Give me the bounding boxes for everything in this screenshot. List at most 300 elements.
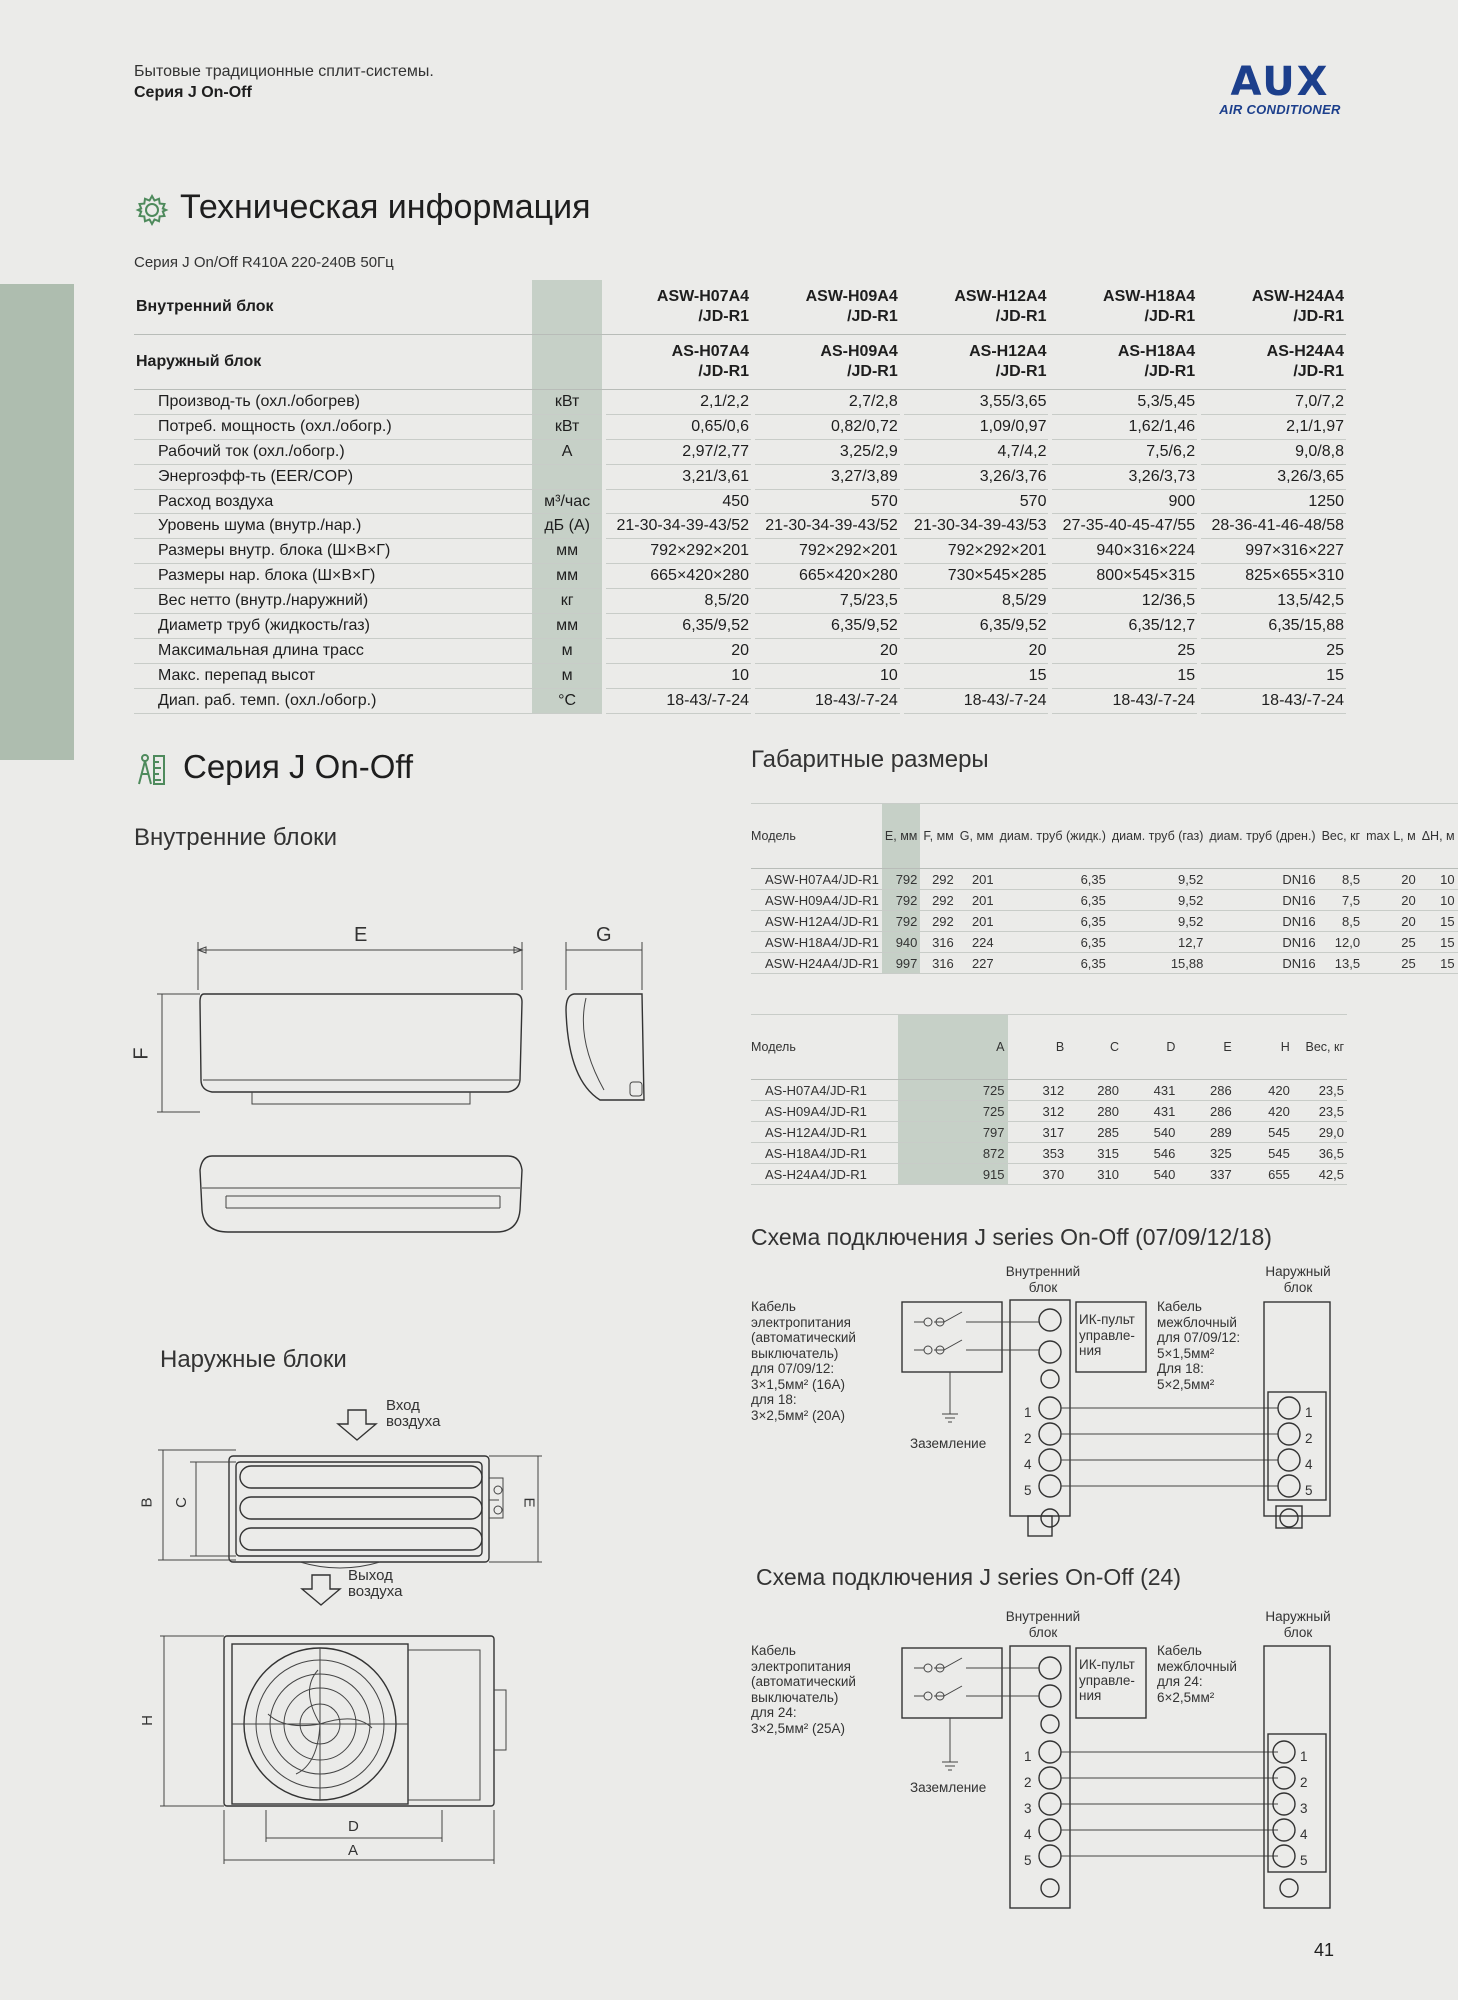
spec-param: Диап. раб. темп. (охл./обогр.) — [134, 688, 532, 713]
spec-value: 8,5/20 — [606, 589, 751, 614]
dim-cell: 8,5 — [1319, 869, 1364, 890]
spec-value: 3,26/3,65 — [1201, 464, 1346, 489]
spec-value: 21-30-34-39-43/53 — [904, 514, 1049, 539]
dim-cell: 312 — [1008, 1101, 1068, 1122]
spec-value: 13,5/42,5 — [1201, 589, 1346, 614]
spec-value: 7,0/7,2 — [1201, 390, 1346, 415]
dim-cell: 15 — [1419, 953, 1458, 974]
dim-header-cell: max L, м — [1363, 804, 1419, 869]
dim-cell: 6,35 — [997, 890, 1109, 911]
text-line: 6×2,5мм² — [1157, 1689, 1215, 1705]
dim-cell: 6,35 — [997, 869, 1109, 890]
dim-label-h: H — [138, 1715, 156, 1726]
dim-cell: ASW-H09A4/JD-R1 — [751, 890, 882, 911]
spec-value: 25 — [1052, 638, 1197, 663]
model-suffix: /JD-R1 — [847, 363, 898, 380]
spec-value: 3,21/3,61 — [606, 464, 751, 489]
dim-cell: 227 — [957, 953, 997, 974]
text-line: 5 — [1024, 1483, 1032, 1498]
dim-cell: 20 — [1363, 869, 1419, 890]
dim-cell: 25 — [1363, 932, 1419, 953]
model-name: AS-H07A4 — [671, 343, 750, 360]
spec-param: Размеры внутр. блока (Ш×В×Г) — [134, 539, 532, 564]
dim-cell: 20 — [1363, 890, 1419, 911]
dim-cell: 15,88 — [1109, 953, 1206, 974]
dim-header-cell: Модель — [751, 1015, 898, 1080]
spec-value: 792×292×201 — [755, 539, 900, 564]
spec-param: Расход воздуха — [134, 489, 532, 514]
model-name: AS-H12A4 — [969, 343, 1047, 360]
indoor-unit-front-drawing — [157, 942, 522, 1112]
dim-header-cell: ΔH, м — [1419, 804, 1458, 869]
text-line: 4 — [1305, 1457, 1313, 1472]
text-line: 2 — [1300, 1775, 1308, 1790]
dim-header-cell: Вес, кг — [1319, 804, 1364, 869]
text-line: 1 — [1024, 1405, 1032, 1420]
dim-cell: DN16 — [1206, 953, 1318, 974]
spec-value: 570 — [904, 489, 1049, 514]
wiring2-remote-label — [1079, 1657, 1135, 1704]
spec-unit: кВт — [532, 414, 602, 439]
spec-param: Потреб. мощность (охл./обогр.) — [134, 414, 532, 439]
dim-cell: 42,5 — [1293, 1164, 1347, 1185]
model-suffix: /JD-R1 — [698, 363, 750, 380]
text-line: 5 — [1024, 1853, 1032, 1868]
dim-header-cell: диам. труб (дрен.) — [1206, 804, 1318, 869]
dim-cell: 792 — [882, 869, 920, 890]
dim-cell: 280 — [1067, 1101, 1122, 1122]
dim-header-cell: H — [1235, 1015, 1293, 1080]
dim-cell: 797 — [898, 1122, 1008, 1143]
text-line: Кабель — [751, 1643, 796, 1658]
dim-cell: 337 — [1178, 1164, 1234, 1185]
text-line: выключатель) — [751, 1345, 839, 1361]
text-line: 5×1,5мм² — [1157, 1345, 1215, 1361]
dim-cell: 10 — [1419, 890, 1458, 911]
dim-header-cell: Модель — [751, 804, 882, 869]
text-line: 4 — [1024, 1457, 1032, 1472]
tech-caption: Серия J On/Off R410A 220-240В 50Гц — [134, 254, 394, 271]
dim-cell: AS-H12A4/JD-R1 — [751, 1122, 898, 1143]
dim-cell: 285 — [1067, 1122, 1122, 1143]
dim-cell: 23,5 — [1293, 1101, 1347, 1122]
dim-cell: DN16 — [1206, 932, 1318, 953]
spec-value: 15 — [1052, 663, 1197, 688]
model-suffix: /JD-R1 — [1144, 363, 1196, 380]
dim-cell: 792 — [882, 890, 920, 911]
text-line: ния — [1079, 1688, 1102, 1703]
spec-value: 12/36,5 — [1052, 589, 1197, 614]
tech-title: Техническая информация — [180, 188, 591, 226]
model-suffix: /JD-R1 — [1293, 308, 1344, 325]
dim-cell: 792 — [882, 911, 920, 932]
wiring1-link-cable-label — [1157, 1299, 1240, 1392]
text-line: 1 — [1024, 1749, 1032, 1764]
dim-cell: ASW-H18A4/JD-R1 — [751, 932, 882, 953]
spec-param: Максимальная длина трасс — [134, 638, 532, 663]
dim-header-cell: E, мм — [882, 804, 920, 869]
dim-cell: 915 — [898, 1164, 1008, 1185]
spec-value: 1,09/0,97 — [904, 414, 1049, 439]
text-line: Кабель — [1157, 1643, 1202, 1658]
model-name: ASW-H18A4 — [1103, 288, 1196, 305]
spec-value: 3,26/3,73 — [1052, 464, 1197, 489]
spec-value: 20 — [755, 638, 900, 663]
spec-value: 6,35/9,52 — [755, 614, 900, 639]
dim-cell: AS-H18A4/JD-R1 — [751, 1143, 898, 1164]
model-suffix: /JD-R1 — [995, 363, 1047, 380]
spec-unit: м — [532, 663, 602, 688]
text-line: управле- — [1079, 1327, 1135, 1343]
dim-cell: 370 — [1008, 1164, 1068, 1185]
dim-cell: 353 — [1008, 1143, 1068, 1164]
dim-cell: 545 — [1235, 1143, 1293, 1164]
dim-label-g: G — [596, 924, 612, 946]
dim-cell: AS-H24A4/JD-R1 — [751, 1164, 898, 1185]
wiring1-remote-label — [1079, 1312, 1135, 1359]
dim-cell: 872 — [898, 1143, 1008, 1164]
spec-value: 800×545×315 — [1052, 564, 1197, 589]
spec-head-label: Внутренний блок — [134, 280, 532, 335]
text-line: электропитания — [751, 1314, 851, 1330]
text-line: для 07/09/12: — [751, 1361, 835, 1376]
dim-cell: 292 — [920, 911, 956, 932]
spec-value: 2,1/2,2 — [606, 390, 751, 415]
text-line: управле- — [1079, 1672, 1135, 1688]
dim-cell: 280 — [1067, 1080, 1122, 1101]
model-name: AS-H24A4 — [1266, 343, 1344, 360]
text-line: межблочный — [1157, 1658, 1237, 1674]
text-line: ИК-пульт — [1079, 1312, 1135, 1327]
dim-cell: 9,52 — [1109, 890, 1206, 911]
text-line: 2 — [1024, 1775, 1032, 1790]
spec-value: 21-30-34-39-43/52 — [755, 514, 900, 539]
spec-unit: мм — [532, 564, 602, 589]
spec-unit: °C — [532, 688, 602, 713]
dim-cell: 545 — [1235, 1122, 1293, 1143]
dim-cell: 13,5 — [1319, 953, 1364, 974]
dim-cell: 431 — [1122, 1101, 1178, 1122]
logo-sub-text: AIR CONDITIONER — [1219, 102, 1341, 117]
spec-value: 15 — [904, 663, 1049, 688]
spec-value: 0,82/0,72 — [755, 414, 900, 439]
dim-cell: AS-H09A4/JD-R1 — [751, 1101, 898, 1122]
dim-cell: 7,5 — [1319, 890, 1364, 911]
wiring1-indoor-terminals — [1024, 1400, 1032, 1504]
dim-cell: 546 — [1122, 1143, 1178, 1164]
spec-value: 28-36-41-46-48/58 — [1201, 514, 1346, 539]
spec-value: 792×292×201 — [904, 539, 1049, 564]
spec-unit: мм — [532, 539, 602, 564]
text-line: Кабель — [1157, 1299, 1202, 1314]
wiring2-outdoor-label: Наружный блок — [1265, 1609, 1331, 1640]
spec-unit: м — [532, 638, 602, 663]
spec-value: 3,27/3,89 — [755, 464, 900, 489]
text-line: ния — [1079, 1343, 1102, 1358]
spec-value: 18-43/-7-24 — [755, 688, 900, 713]
spec-value: 10 — [755, 663, 900, 688]
text-line: для 24: — [1157, 1674, 1203, 1689]
dim-cell: 8,5 — [1319, 911, 1364, 932]
wiring1-outdoor-terminals — [1305, 1400, 1313, 1504]
dim-cell: 23,5 — [1293, 1080, 1347, 1101]
air-out-label: Выход воздуха — [348, 1567, 403, 1600]
spec-value: 25 — [1201, 638, 1346, 663]
spec-value: 665×420×280 — [606, 564, 751, 589]
dim-header-cell: D — [1122, 1015, 1178, 1080]
model-suffix: /JD-R1 — [847, 308, 898, 325]
spec-value: 18-43/-7-24 — [1201, 688, 1346, 713]
spec-unit: кг — [532, 589, 602, 614]
spec-unit: мм — [532, 614, 602, 639]
text-line: межблочный — [1157, 1314, 1237, 1330]
spec-unit: кВт — [532, 390, 602, 415]
spec-value: 825×655×310 — [1201, 564, 1346, 589]
dim-header-cell: Вес, кг — [1293, 1015, 1347, 1080]
model-name: ASW-H07A4 — [656, 288, 750, 305]
spec-param: Макс. перепад высот — [134, 663, 532, 688]
dim-label-d: D — [348, 1818, 359, 1835]
dim-cell: 9,52 — [1109, 869, 1206, 890]
dim-label-e2: E — [520, 1497, 538, 1508]
text-line: 3×2,5мм² (25А) — [751, 1720, 845, 1736]
text-line: для 18: — [751, 1392, 797, 1407]
text-line: 2 — [1305, 1431, 1313, 1446]
dim-cell: DN16 — [1206, 869, 1318, 890]
dim-cell: 292 — [920, 869, 956, 890]
dim-cell: 286 — [1178, 1101, 1234, 1122]
air-in-label: Вход воздуха — [386, 1397, 441, 1430]
wiring1-indoor-label: Внутренний блок — [1005, 1264, 1081, 1295]
spec-value: 900 — [1052, 489, 1197, 514]
spec-param: Уровень шума (внутр./нар.) — [134, 514, 532, 539]
text-line: Кабель — [751, 1299, 796, 1314]
header-subtitle: Бытовые традиционные сплит-системы. — [134, 63, 434, 80]
dim-cell: 725 — [898, 1080, 1008, 1101]
dim-header-cell: A — [898, 1015, 1008, 1080]
model-name: ASW-H09A4 — [805, 288, 898, 305]
dim-header-cell: диам. труб (жидк.) — [997, 804, 1109, 869]
spec-value: 1250 — [1201, 489, 1346, 514]
spec-value: 2,97/2,77 — [606, 439, 751, 464]
spec-value: 3,55/3,65 — [904, 390, 1049, 415]
spec-value: 6,35/15,88 — [1201, 614, 1346, 639]
text-line: 2 — [1024, 1431, 1032, 1446]
dim-cell: 420 — [1235, 1080, 1293, 1101]
dim-cell: 655 — [1235, 1164, 1293, 1185]
wiring2-cable-label — [751, 1643, 856, 1736]
spec-value: 0,65/0,6 — [606, 414, 751, 439]
spec-value: 20 — [904, 638, 1049, 663]
wiring1-title: Схема подключения J series On-Off (07/09/12/18) — [751, 1224, 1272, 1250]
dim-cell: 201 — [957, 890, 997, 911]
model-name: AS-H09A4 — [820, 343, 898, 360]
spec-unit: А — [532, 439, 602, 464]
indoor-unit-side-drawing — [566, 942, 644, 1100]
dim-cell: 289 — [1178, 1122, 1234, 1143]
dim-cell: 540 — [1122, 1122, 1178, 1143]
dim-header-cell: F, мм — [920, 804, 956, 869]
spec-value: 940×316×224 — [1052, 539, 1197, 564]
dim-cell: 224 — [957, 932, 997, 953]
wiring2-ground-label: Заземление — [910, 1780, 987, 1795]
text-line: 1 — [1300, 1749, 1308, 1764]
spec-param: Рабочий ток (охл./обогр.) — [134, 439, 532, 464]
dim-cell: 6,35 — [997, 911, 1109, 932]
spec-value: 792×292×201 — [606, 539, 751, 564]
text-line: 3 — [1024, 1801, 1032, 1816]
text-line: 4 — [1300, 1827, 1308, 1842]
dim-cell: 940 — [882, 932, 920, 953]
spec-param: Вес нетто (внутр./наружний) — [134, 589, 532, 614]
text-line: для 24: — [751, 1705, 797, 1720]
dim-cell: 29,0 — [1293, 1122, 1347, 1143]
spec-param: Энергоэфф-ть (EER/COP) — [134, 464, 532, 489]
spec-head-label: Наружный блок — [134, 335, 532, 390]
wiring1-cable-label — [751, 1299, 856, 1423]
dim-cell: 540 — [1122, 1164, 1178, 1185]
dim-header-cell: C — [1067, 1015, 1122, 1080]
spec-value: 997×316×227 — [1201, 539, 1346, 564]
wiring2-indoor-label: Внутренний блок — [1005, 1609, 1081, 1640]
text-line: (автоматический — [751, 1330, 856, 1345]
dim-cell: 315 — [1067, 1143, 1122, 1164]
model-name: AS-H18A4 — [1117, 343, 1196, 360]
spec-value: 665×420×280 — [755, 564, 900, 589]
text-line: 3×2,5мм² (20А) — [751, 1407, 845, 1423]
spec-value: 4,7/4,2 — [904, 439, 1049, 464]
dim-cell: ASW-H12A4/JD-R1 — [751, 911, 882, 932]
spec-param: Производ-ть (охл./обогрев) — [134, 390, 532, 415]
dim-cell: 317 — [1008, 1122, 1068, 1143]
dim-cell: 25 — [1363, 953, 1419, 974]
spec-value: 8,5/29 — [904, 589, 1049, 614]
spec-value: 3,26/3,76 — [904, 464, 1049, 489]
spec-value: 3,25/2,9 — [755, 439, 900, 464]
dim-cell: 6,35 — [997, 953, 1109, 974]
spec-value: 1,62/1,46 — [1052, 414, 1197, 439]
dim-header-cell: G, мм — [957, 804, 997, 869]
spec-value: 6,35/12,7 — [1052, 614, 1197, 639]
dim-label-a: A — [348, 1842, 359, 1859]
spec-value: 10 — [606, 663, 751, 688]
text-line: 5 — [1305, 1483, 1313, 1498]
dim-cell: 12,7 — [1109, 932, 1206, 953]
indoor-unit-bottom-drawing — [200, 1156, 522, 1232]
text-line: для 07/09/12: — [1157, 1330, 1241, 1345]
spec-value: 20 — [606, 638, 751, 663]
dim-cell: 15 — [1419, 911, 1458, 932]
text-line: ИК-пульт — [1079, 1657, 1135, 1672]
model-suffix: /JD-R1 — [1293, 363, 1344, 380]
spec-value: 7,5/6,2 — [1052, 439, 1197, 464]
air-in-arrow — [338, 1410, 376, 1440]
dim-header-cell: E — [1178, 1015, 1234, 1080]
spec-value: 730×545×285 — [904, 564, 1049, 589]
text-line: (автоматический — [751, 1674, 856, 1689]
dim-cell: 6,35 — [997, 932, 1109, 953]
spec-value: 2,1/1,97 — [1201, 414, 1346, 439]
spec-param: Размеры нар. блока (Ш×В×Г) — [134, 564, 532, 589]
dimensions-title: Габаритные размеры — [751, 746, 989, 773]
spec-value: 9,0/8,8 — [1201, 439, 1346, 464]
dim-cell: 10 — [1419, 869, 1458, 890]
text-line: 1 — [1305, 1405, 1313, 1420]
dim-cell: ASW-H24A4/JD-R1 — [751, 953, 882, 974]
outdoor-unit-top-drawing — [158, 1450, 542, 1568]
spec-value: 18-43/-7-24 — [904, 688, 1049, 713]
dim-label-b: B — [138, 1497, 156, 1508]
dim-cell: 316 — [920, 932, 956, 953]
dim-cell: 325 — [1178, 1143, 1234, 1164]
spec-value: 21-30-34-39-43/52 — [606, 514, 751, 539]
dim-label-c: C — [172, 1497, 190, 1508]
spec-unit: м³/час — [532, 489, 602, 514]
wiring1-ground-label: Заземление — [910, 1436, 987, 1451]
text-line: электропитания — [751, 1658, 851, 1674]
indoor-units-title: Внутренние блоки — [134, 824, 338, 851]
dim-cell: 201 — [957, 869, 997, 890]
page-number: 41 — [1314, 1940, 1335, 1960]
dim-cell: 201 — [957, 911, 997, 932]
dim-cell: 420 — [1235, 1101, 1293, 1122]
spec-value: 2,7/2,8 — [755, 390, 900, 415]
dim-header-cell: B — [1008, 1015, 1068, 1080]
text-line: 3 — [1300, 1801, 1308, 1816]
text-line: выключатель) — [751, 1689, 839, 1705]
dim-label-f: F — [130, 1047, 153, 1060]
spec-value: 570 — [755, 489, 900, 514]
wiring2-link-cable-label — [1157, 1643, 1237, 1705]
spec-value: 6,35/9,52 — [904, 614, 1049, 639]
spec-value: 450 — [606, 489, 751, 514]
spec-param: Диаметр труб (жидкость/газ) — [134, 614, 532, 639]
spec-value: 15 — [1201, 663, 1346, 688]
spec-value: 18-43/-7-24 — [606, 688, 751, 713]
wiring2-title: Схема подключения J series On-Off (24) — [756, 1564, 1181, 1590]
header-series: Серия J On-Off — [134, 84, 252, 101]
wiring1-outdoor-label: Наружный блок — [1265, 1264, 1331, 1295]
dim-cell: 292 — [920, 890, 956, 911]
wiring2-outdoor-terminals — [1300, 1744, 1308, 1874]
text-line: 5×2,5мм² — [1157, 1376, 1215, 1392]
dim-cell: 15 — [1419, 932, 1458, 953]
outdoor-unit-front-drawing — [160, 1636, 506, 1864]
dim-cell: 431 — [1122, 1080, 1178, 1101]
model-name: ASW-H24A4 — [1251, 288, 1344, 305]
text-line: 3×1,5мм² (16А) — [751, 1376, 845, 1392]
dim-cell: 286 — [1178, 1080, 1234, 1101]
dim-cell: ASW-H07A4/JD-R1 — [751, 869, 882, 890]
text-line: 5 — [1300, 1853, 1308, 1868]
dim-cell: 310 — [1067, 1164, 1122, 1185]
spec-value: 7,5/23,5 — [755, 589, 900, 614]
air-out-arrow — [302, 1575, 340, 1605]
dim-cell: 312 — [1008, 1080, 1068, 1101]
dim-cell: 316 — [920, 953, 956, 974]
spec-value: 18-43/-7-24 — [1052, 688, 1197, 713]
dim-cell: 12,0 — [1319, 932, 1364, 953]
model-suffix: /JD-R1 — [1144, 308, 1196, 325]
dim-cell: AS-H07A4/JD-R1 — [751, 1080, 898, 1101]
series-title: Серия J On-Off — [183, 748, 414, 785]
model-suffix: /JD-R1 — [995, 308, 1047, 325]
dim-label-e: E — [354, 924, 368, 946]
model-name: ASW-H12A4 — [954, 288, 1047, 305]
dim-header-cell: диам. труб (газ) — [1109, 804, 1206, 869]
wiring2-indoor-terminals — [1024, 1744, 1032, 1874]
spec-value: 27-35-40-45-47/55 — [1052, 514, 1197, 539]
